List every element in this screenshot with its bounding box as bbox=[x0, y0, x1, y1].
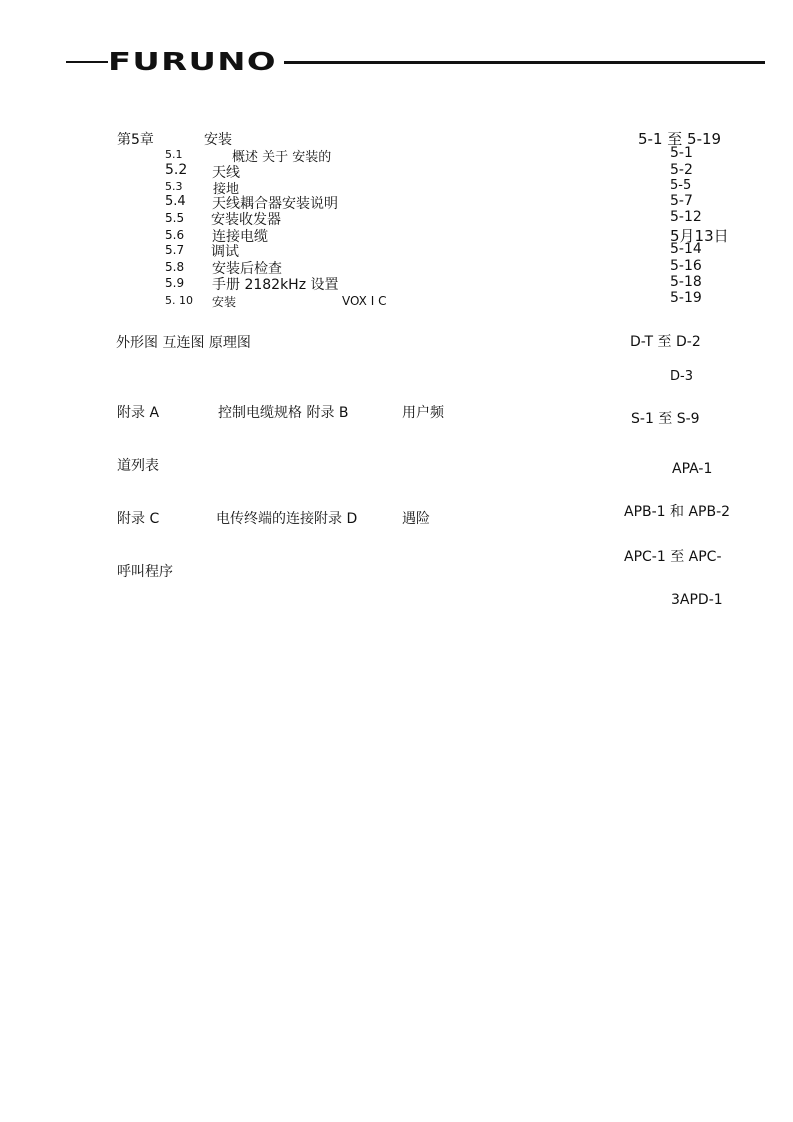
section-extra: VOX I C bbox=[342, 294, 387, 308]
chapter-pages: 5-1 至 5-19 bbox=[638, 130, 722, 148]
apb-pages: APB-1 和 APB-2 bbox=[624, 504, 731, 520]
section-page: 5-18 bbox=[670, 274, 702, 290]
apa-page: APA-1 bbox=[672, 461, 713, 477]
section-number: 5. 10 bbox=[165, 294, 193, 307]
chapter-label: 第5章 bbox=[117, 132, 154, 148]
apd-page: 3APD-1 bbox=[671, 592, 723, 608]
appendix-d-title: 遇险 bbox=[402, 511, 430, 527]
call-procedure-label: 呼叫程序 bbox=[117, 564, 173, 580]
section-number: 5.1 bbox=[165, 148, 183, 161]
section-title: 调试 bbox=[211, 244, 239, 260]
section-number: 5.7 bbox=[165, 243, 185, 257]
section-number: 5.4 bbox=[165, 194, 186, 209]
section-page: 5-16 bbox=[670, 258, 702, 274]
section-title: 概述 关于 安装的 bbox=[232, 150, 332, 165]
chapter-title: 安装 bbox=[204, 132, 232, 148]
apc-pages: APC-1 至 APC- bbox=[624, 549, 722, 565]
section-page: 5-5 bbox=[670, 178, 692, 193]
appendix-b-title: 用户频 bbox=[402, 405, 444, 421]
diagrams-pages: D-T 至 D-2 bbox=[630, 334, 701, 350]
furuno-logo: FURUNO bbox=[108, 47, 277, 76]
channel-list-label: 道列表 bbox=[117, 458, 159, 474]
section-title: 天线耦合器安装说明 bbox=[212, 196, 338, 212]
s-pages: S-1 至 S-9 bbox=[631, 411, 700, 427]
section-title: 安装 bbox=[212, 295, 237, 309]
section-page: 5月13日 bbox=[670, 227, 729, 245]
d3-page: D-3 bbox=[670, 369, 693, 384]
section-number: 5.8 bbox=[165, 260, 185, 274]
diagrams-title: 外形图 互连图 原理图 bbox=[116, 335, 251, 351]
section-title: 天线 bbox=[212, 165, 240, 181]
section-page: 5-1 bbox=[670, 145, 693, 161]
header-rule-left bbox=[66, 61, 108, 63]
section-page: 5-2 bbox=[670, 162, 693, 178]
section-number: 5.9 bbox=[165, 276, 185, 290]
appendix-a-label: 附录 A bbox=[117, 405, 160, 421]
section-title: 连接电缆 bbox=[212, 229, 268, 245]
section-page: 5-7 bbox=[670, 193, 693, 209]
section-page: 5-12 bbox=[670, 209, 702, 225]
section-title: 手册 2182kHz 设置 bbox=[212, 277, 339, 293]
appendix-a-title: 控制电缆规格 附录 B bbox=[218, 405, 349, 421]
section-title: 安装收发器 bbox=[211, 212, 281, 228]
header-rule-right bbox=[284, 61, 765, 64]
section-title: 接地 bbox=[213, 182, 240, 197]
section-page: 5-14 bbox=[670, 241, 702, 257]
section-number: 5.6 bbox=[165, 228, 185, 242]
section-number: 5.2 bbox=[165, 162, 188, 178]
section-number: 5.5 bbox=[165, 211, 185, 225]
appendix-c-title: 电传终端的连接附录 D bbox=[216, 511, 358, 527]
section-number: 5.3 bbox=[165, 180, 183, 193]
appendix-c-label: 附录 C bbox=[117, 511, 160, 527]
section-page: 5-19 bbox=[670, 290, 702, 306]
section-title: 安装后检查 bbox=[212, 261, 282, 277]
